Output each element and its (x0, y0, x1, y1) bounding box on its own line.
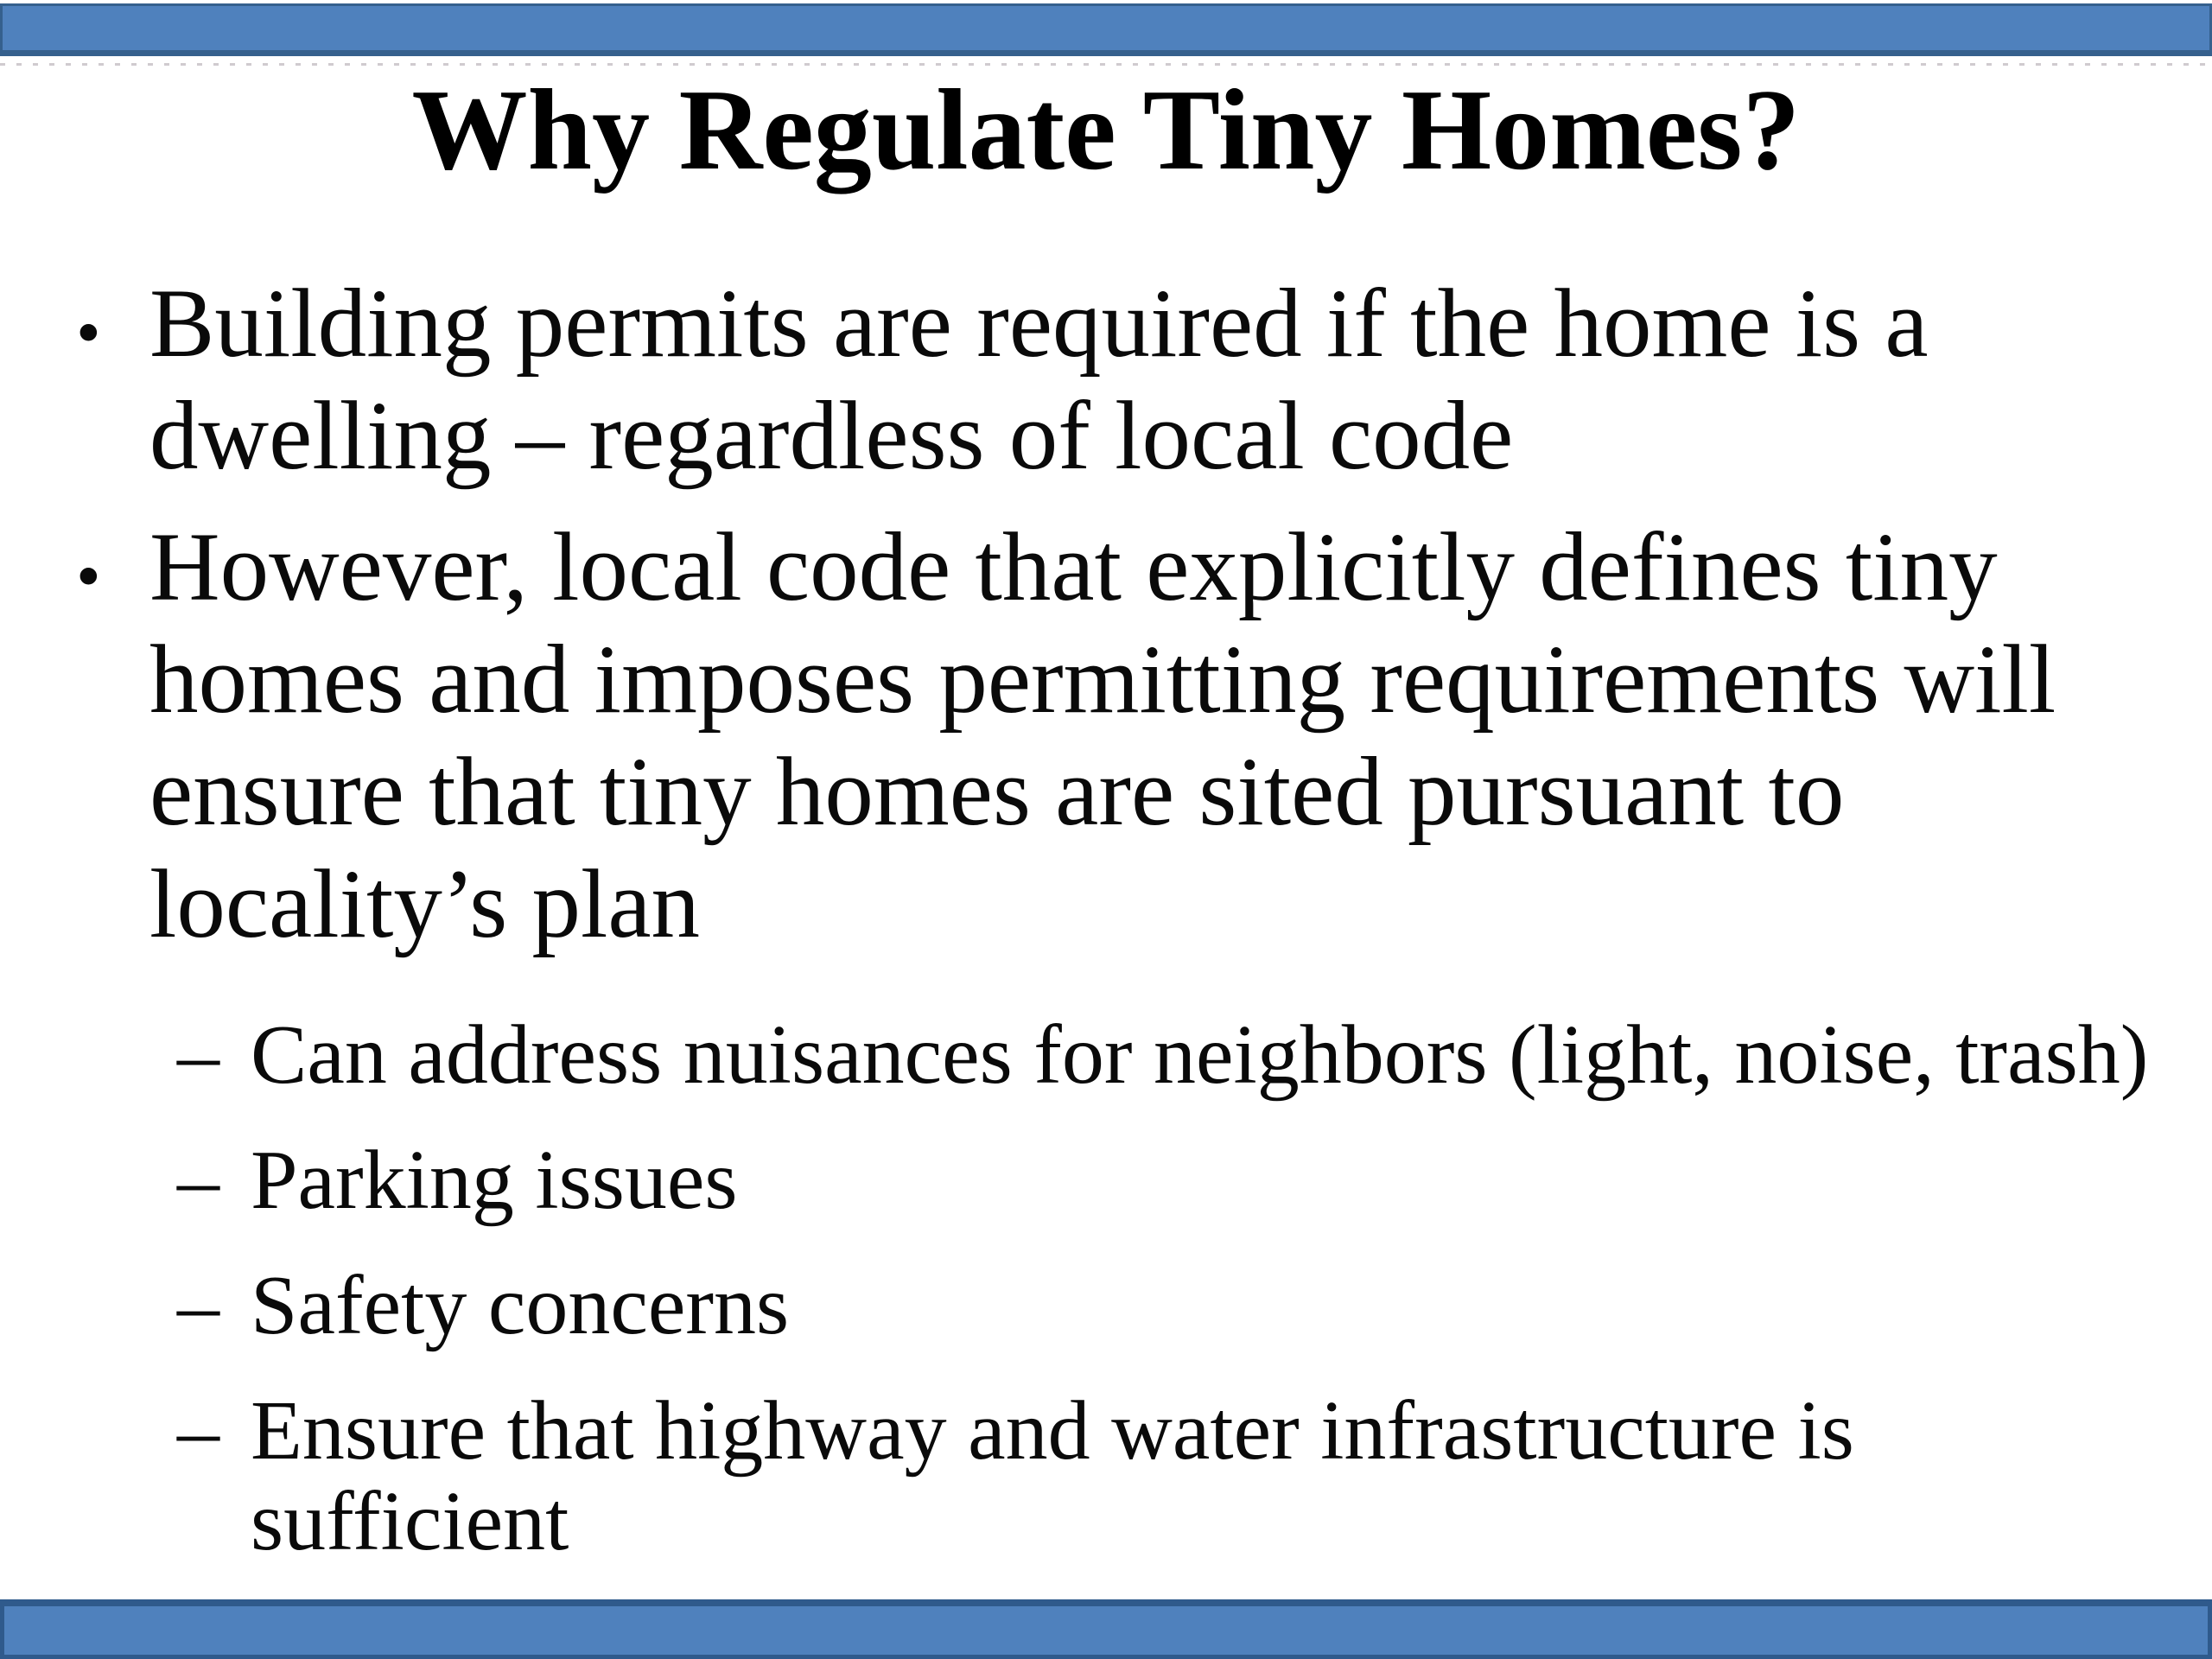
sub-bullet-text (251, 1261, 789, 1351)
bullet-line: sufficient (251, 1475, 569, 1568)
bullet-item (0, 268, 2212, 493)
top-accent-bar (0, 3, 2212, 56)
dash-bullet-icon: – (177, 1008, 219, 1102)
bullet-text (149, 512, 2056, 961)
bullet-line: dwelling – regardless of local code (149, 382, 1514, 490)
bullet-line: Can address nuisances for neighbors (light, noise, trash) (251, 1008, 2149, 1102)
bullet-line: ensure that tiny homes are sited pursuant to (149, 738, 1845, 846)
bullet-line: Parking issues (251, 1134, 738, 1227)
bullet-line: Building permits are required if the home is a (149, 270, 1929, 378)
dash-bullet-icon: – (177, 1134, 219, 1227)
bullet-line: locality’s plan (149, 850, 701, 958)
bullet-line: homes and imposes permitting requirements will (149, 626, 2056, 734)
sub-bullet-text (251, 1386, 1854, 1567)
bullet-line: Ensure that highway and water infrastructure is (251, 1384, 1854, 1478)
slide-title: Why Regulate Tiny Homes? (411, 66, 1801, 194)
sub-bullet-text (251, 1135, 738, 1226)
sub-bullet-item (0, 1261, 2212, 1351)
bullet-dot-icon: • (76, 537, 101, 615)
slide-body (0, 268, 2212, 1567)
sub-bullet-text (251, 1010, 2148, 1101)
bullet-line: Safety concerns (251, 1259, 790, 1352)
bullet-text (149, 268, 1929, 493)
sub-bullet-item (0, 1135, 2212, 1226)
bullet-dot-icon: • (76, 293, 101, 372)
sub-bullet-item (0, 1386, 2212, 1567)
bottom-accent-bar (0, 1599, 2212, 1659)
dash-bullet-icon: – (177, 1259, 219, 1352)
sub-bullet-item (0, 1010, 2212, 1101)
bullet-item (0, 512, 2212, 961)
dash-bullet-icon: – (177, 1384, 219, 1478)
bullet-line: However, local code that explicitly defines tiny (149, 513, 1998, 621)
